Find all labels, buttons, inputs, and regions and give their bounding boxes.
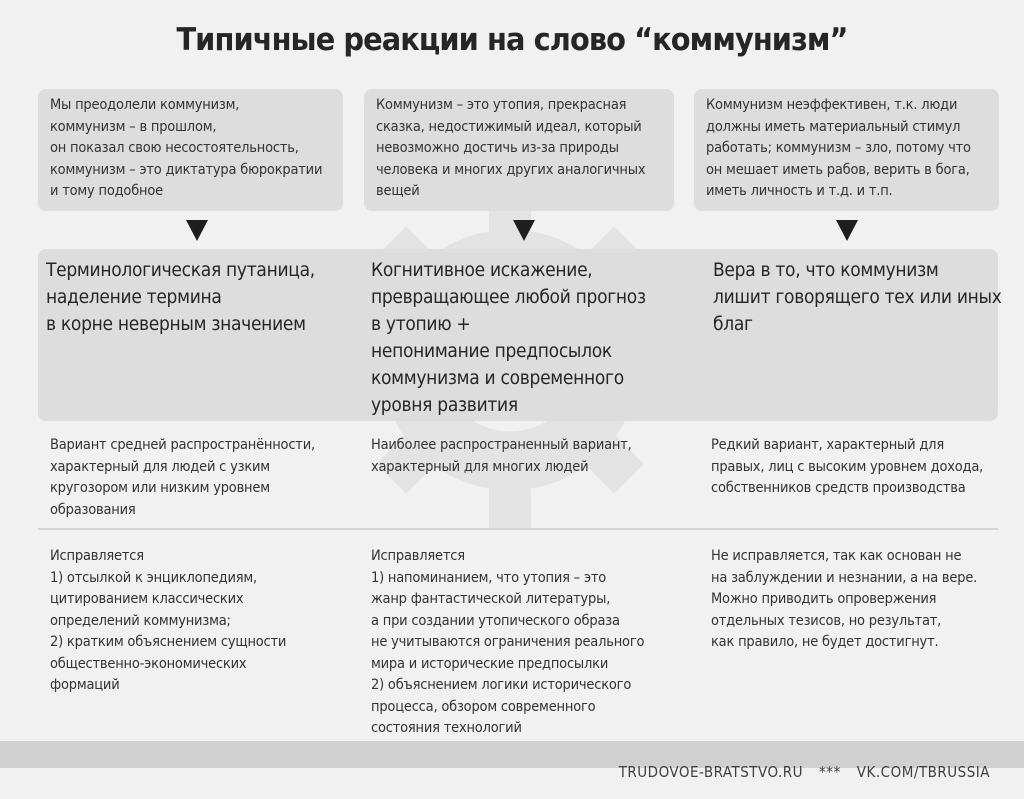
quote-text-terminology: Мы преодолели коммунизм, коммунизм – в прошлом, он показал свою несостоятельность, коммунизм – это диктатура бюрократии и тому подобное — [50, 97, 323, 199]
prevalence-terminology: Вариант средней распространённости, характерный для людей с узким кругозором или низким уровнем образования — [50, 437, 315, 518]
down-arrow-icon — [512, 218, 536, 242]
footer-site-link[interactable]: TRUDOVOE-BRATSTVO.RU — [618, 763, 804, 781]
diagnosis-belief: Вера в то, что коммунизм лишит говорящего тех или иных благ — [713, 259, 1002, 335]
quote-text-belief: Коммунизм неэффективен, т.к. люди должны иметь материальный стимул работать; коммунизм – зло, потому что он мешает иметь рабов, верить в бога, иметь личность и т.д. и т.п. — [706, 97, 971, 199]
correction-cognitive: Исправляется 1) напоминанием, что утопия – это жанр фантастической литературы, а при создании утопического образа не учитываются ограничения реального мира и исторические предпосылки 2) объяснением логики исторического процесса, обзором современного состояния технологий — [371, 548, 645, 736]
footer-bar — [0, 741, 1024, 781]
quote-text-cognitive: Коммунизм – это утопия, прекрасная сказка, недостижимый идеал, который невозможно достичь из-за природы человека и многих других аналогичных вещей — [376, 97, 646, 199]
down-arrow-icon — [185, 218, 209, 242]
footer-separator: *** — [819, 763, 841, 781]
prevalence-belief: Редкий вариант, характерный для правых, лиц с высоким уровнем дохода, собственников средств производства — [711, 437, 984, 496]
quote-box-belief — [694, 89, 999, 211]
quote-box-terminology — [38, 89, 343, 211]
down-arrow-icon — [835, 218, 859, 242]
diagnosis-panel — [38, 249, 1002, 421]
quote-box-cognitive — [364, 89, 674, 211]
correction-terminology: Исправляется 1) отсылкой к энциклопедиям, цитированием классических определений коммунизма; 2) кратким объяснением сущности общественно-экономических формаций — [50, 548, 287, 693]
footer-social-link[interactable]: VK.COM/TBRUSSIA — [856, 763, 990, 781]
diagnosis-terminology: Терминологическая путаница, наделение термина в корне неверным значением — [46, 259, 315, 335]
page-title: Типичные реакции на слово “коммунизм” — [176, 22, 848, 58]
diagnosis-cognitive: Когнитивное искажение, превращающее любой прогноз в утопию + непонимание предпосылок коммунизма и современного уровня развития — [371, 259, 646, 416]
section-divider — [38, 528, 998, 530]
prevalence-cognitive: Наиболее распространенный вариант, характерный для многих людей — [371, 437, 632, 475]
correction-belief: Не исправляется, так как основан не на заблуждении и незнании, а на вере. Можно приводить опровержения отдельных тезисов, но результат, как правило, не будет достигнут. — [711, 548, 978, 650]
